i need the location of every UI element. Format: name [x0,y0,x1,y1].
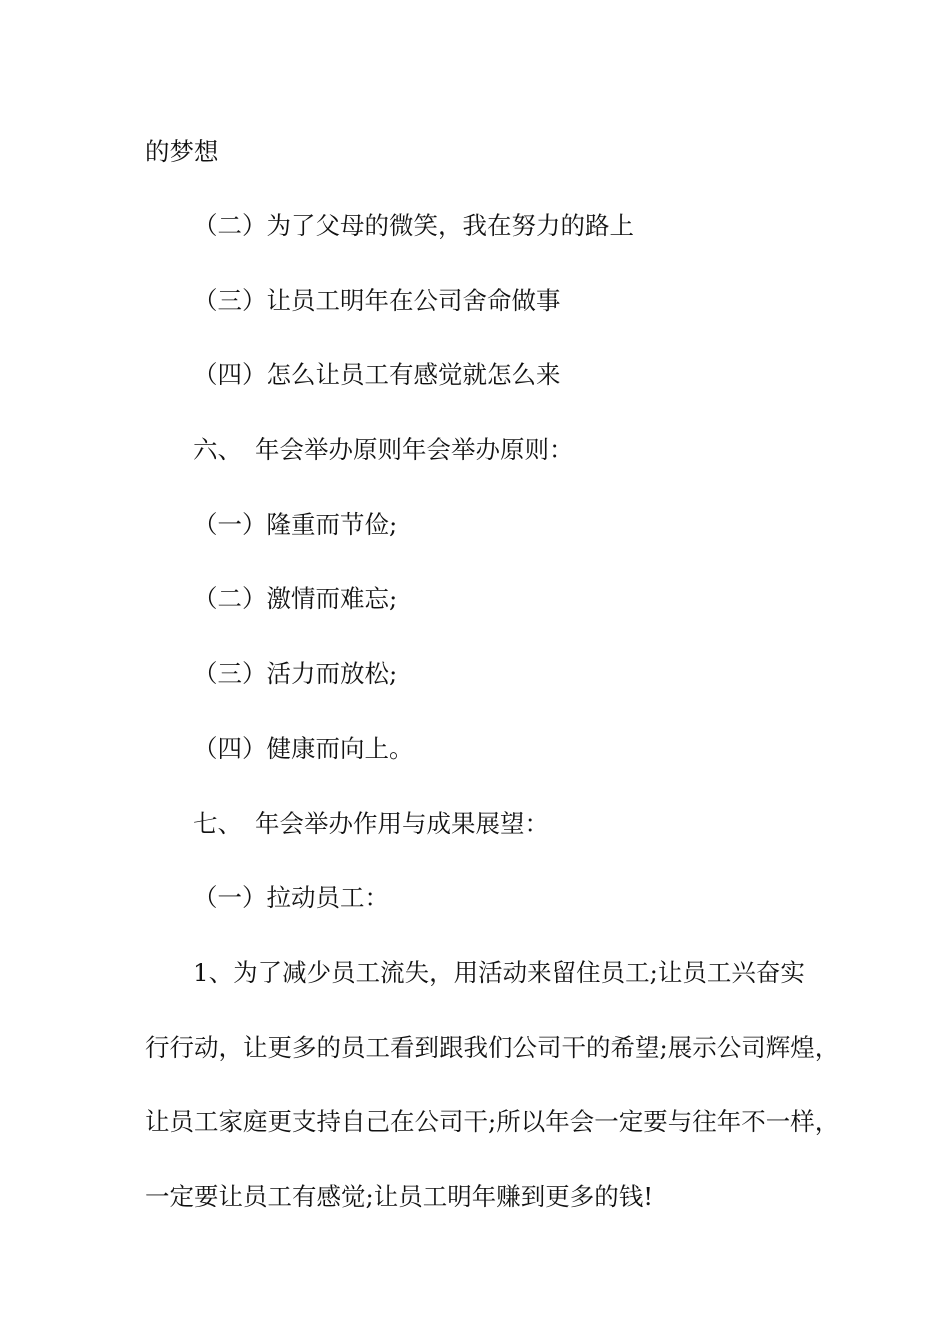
section-number: 七、 [193,809,242,838]
list-item: （一）拉动员工： [193,883,389,912]
section-title: 年会举办作用与成果展望： [255,809,549,838]
paragraph-line: 一定要让员工有感觉;让员工明年赚到更多的钱! [145,1182,654,1211]
paragraph-line: 的梦想 [145,137,219,166]
list-item: （一）隆重而节俭; [193,510,398,539]
list-item: （四）健康而向上。 [193,734,414,763]
list-item: （三）让员工明年在公司舍命做事 [193,286,561,315]
list-item: （三）活力而放松; [193,659,398,688]
paragraph-line: 1、为了减少员工流失，用活动来留住员工;让员工兴奋实 [193,958,805,987]
section-heading [193,809,873,839]
section-number: 六、 [193,435,242,464]
section-title: 年会举办原则年会举办原则： [255,435,574,464]
list-item: （四）怎么让员工有感觉就怎么来 [193,360,561,389]
list-item: （二）为了父母的微笑，我在努力的路上 [193,211,634,240]
section-heading [193,435,873,465]
paragraph-line: 行行动，让更多的员工看到跟我们公司干的希望;展示公司辉煌， [145,1033,840,1062]
paragraph-line: 让员工家庭更支持自己在公司干;所以年会一定要与往年不一样， [145,1107,840,1136]
list-item: （二）激情而难忘; [193,584,398,613]
